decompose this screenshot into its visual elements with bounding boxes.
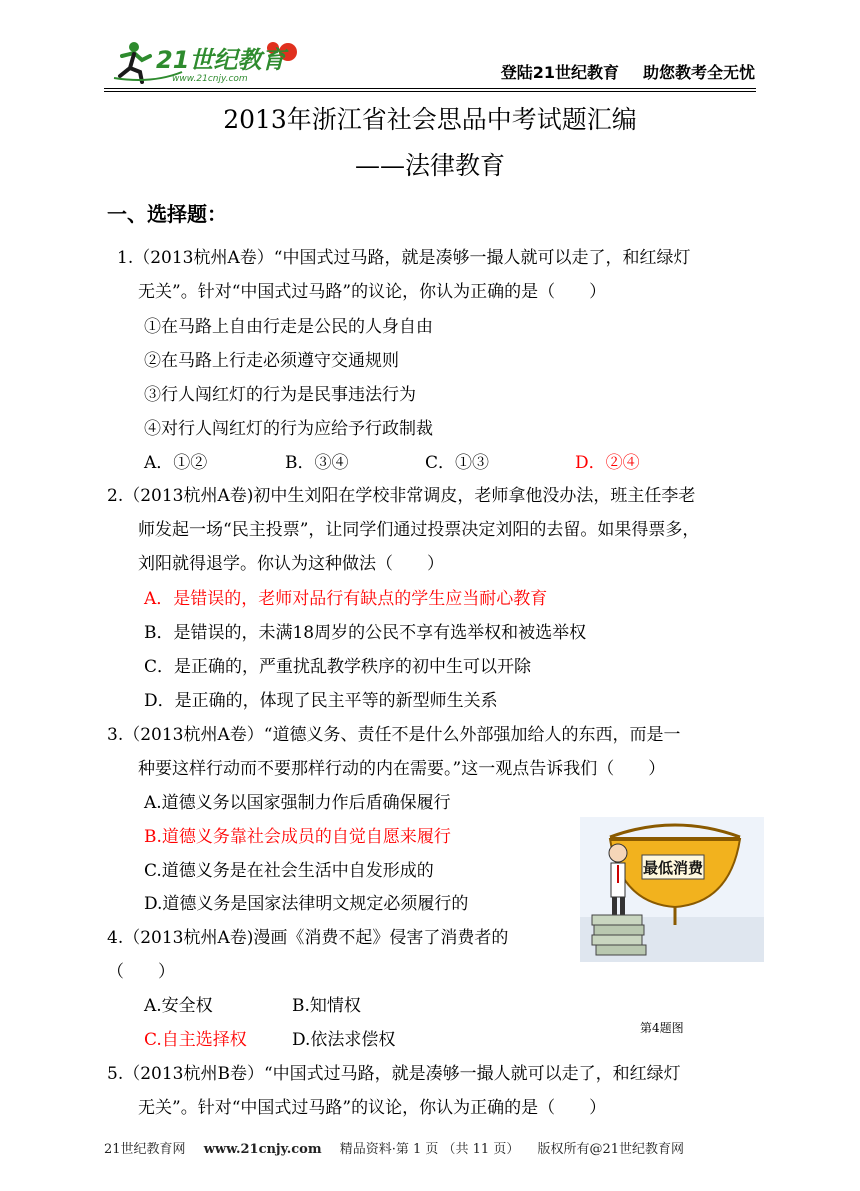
q1-stem-line-2: 无关”。针对“中国式过马路”的议论，你认为正确的是（ ） [138, 282, 607, 302]
q1-option-a: A．①② [144, 453, 208, 473]
q4-option-b: B.知情权 [292, 996, 361, 1016]
q4-stem-line-2: （ ） [107, 962, 175, 982]
q1-stem-line-1: 1.（2013杭州A卷）“中国式过马路，就是凑够一撮人就可以走了，和红绿灯 [117, 248, 691, 268]
section-heading: 一、选择题： [107, 202, 227, 226]
slogan-left: 登陆21世纪教育 [500, 63, 619, 82]
q5-stem-line-1: 5.（2013杭州B卷）“中国式过马路，就是凑够一撮人就可以走了，和红绿灯 [107, 1064, 681, 1084]
q2-option-d: D．是正确的，体现了民主平等的新型师生关系 [144, 691, 498, 711]
q1-option-c: C．①③ [425, 453, 490, 473]
q2-stem-line-2: 师发起一场“民主投票”，让同学们通过投票决定刘阳的去留。如果得票多， [138, 520, 700, 540]
q2-option-a-answer: A．是错误的，老师对品行有缺点的学生应当耐心教育 [144, 589, 548, 609]
q3-option-b-answer: B.道德义务靠社会成员的自觉自愿来履行 [144, 827, 451, 847]
page-subtitle: ——法律教育 [354, 151, 505, 180]
q5-stem-line-2: 无关”。针对“中国式过马路”的议论，你认为正确的是（ ） [138, 1098, 607, 1118]
q2-option-b: B．是错误的，未满18周岁的公民不享有选举权和被选举权 [144, 623, 587, 643]
header-divider [104, 88, 756, 89]
logo-text: 21世纪教育 [156, 46, 286, 74]
q3-option-d: D.道德义务是国家法律明文规定必须履行的 [144, 894, 469, 914]
page-title: 2013年浙江省社会思品中考试题汇编 [223, 105, 637, 134]
slogan-right: 助您教考全无忧 [642, 63, 755, 82]
q4-option-c-answer: C.自主选择权 [144, 1030, 247, 1050]
q1-option-d-answer: D．②④ [575, 453, 640, 473]
footer-site-link[interactable]: www.21cnjy.com [203, 1142, 322, 1157]
q1-statement: ③行人闯红灯的行为是民事违法行为 [144, 385, 416, 405]
logo-url: www.21cnjy.com [172, 74, 248, 84]
footer-copyright: 版权所有@21世纪教育网 [537, 1142, 685, 1157]
q4-option-d: D.依法求偿权 [292, 1030, 396, 1050]
q1-option-b: B．③④ [285, 453, 349, 473]
logo[interactable] [112, 38, 312, 84]
q2-stem-line-3: 刘阳就得退学。你认为这种做法（ ） [138, 554, 444, 574]
q3-option-a: A.道德义务以国家强制力作后盾确保履行 [144, 793, 451, 813]
q4-stem-line-1: 4.（2013杭州A卷)漫画《消费不起》侵害了消费者的 [107, 928, 509, 948]
q3-stem-line-2: 种要这样行动而不要那样行动的内在需要。”这一观点告诉我们（ ） [138, 759, 666, 779]
money-stack-icon [592, 915, 646, 955]
q4-cartoon-figure [580, 817, 764, 962]
q3-stem-line-1: 3.（2013杭州A卷）“道德义务、责任不是什么外部强加给人的东西，而是一 [107, 725, 681, 745]
figure-caption: 第4题图 [640, 1021, 684, 1035]
page-footer [104, 1138, 698, 1157]
q2-option-c: C．是正确的，严重扰乱教学秩序的初中生可以开除 [144, 657, 532, 677]
header-divider-thin [104, 91, 756, 92]
q2-stem-line-1: 2.（2013杭州A卷)初中生刘阳在学校非常调皮，老师拿他没办法，班主任李老 [107, 486, 696, 506]
header-slogan [501, 60, 755, 83]
q1-statement: ④对行人闯红灯的行为应给予行政制裁 [144, 419, 433, 439]
bowl-label: 最低消费 [642, 859, 704, 877]
q4-option-a: A.安全权 [144, 996, 213, 1016]
footer-page-info: 精品资料·第 1 页 （共 11 页） [339, 1142, 520, 1157]
q3-option-c: C.道德义务是在社会生活中自发形成的 [144, 861, 434, 881]
footer-org: 21世纪教育网 [104, 1142, 186, 1157]
q1-statement: ②在马路上行走必须遵守交通规则 [144, 351, 399, 371]
q1-statement: ①在马路上自由行走是公民的人身自由 [144, 317, 433, 337]
